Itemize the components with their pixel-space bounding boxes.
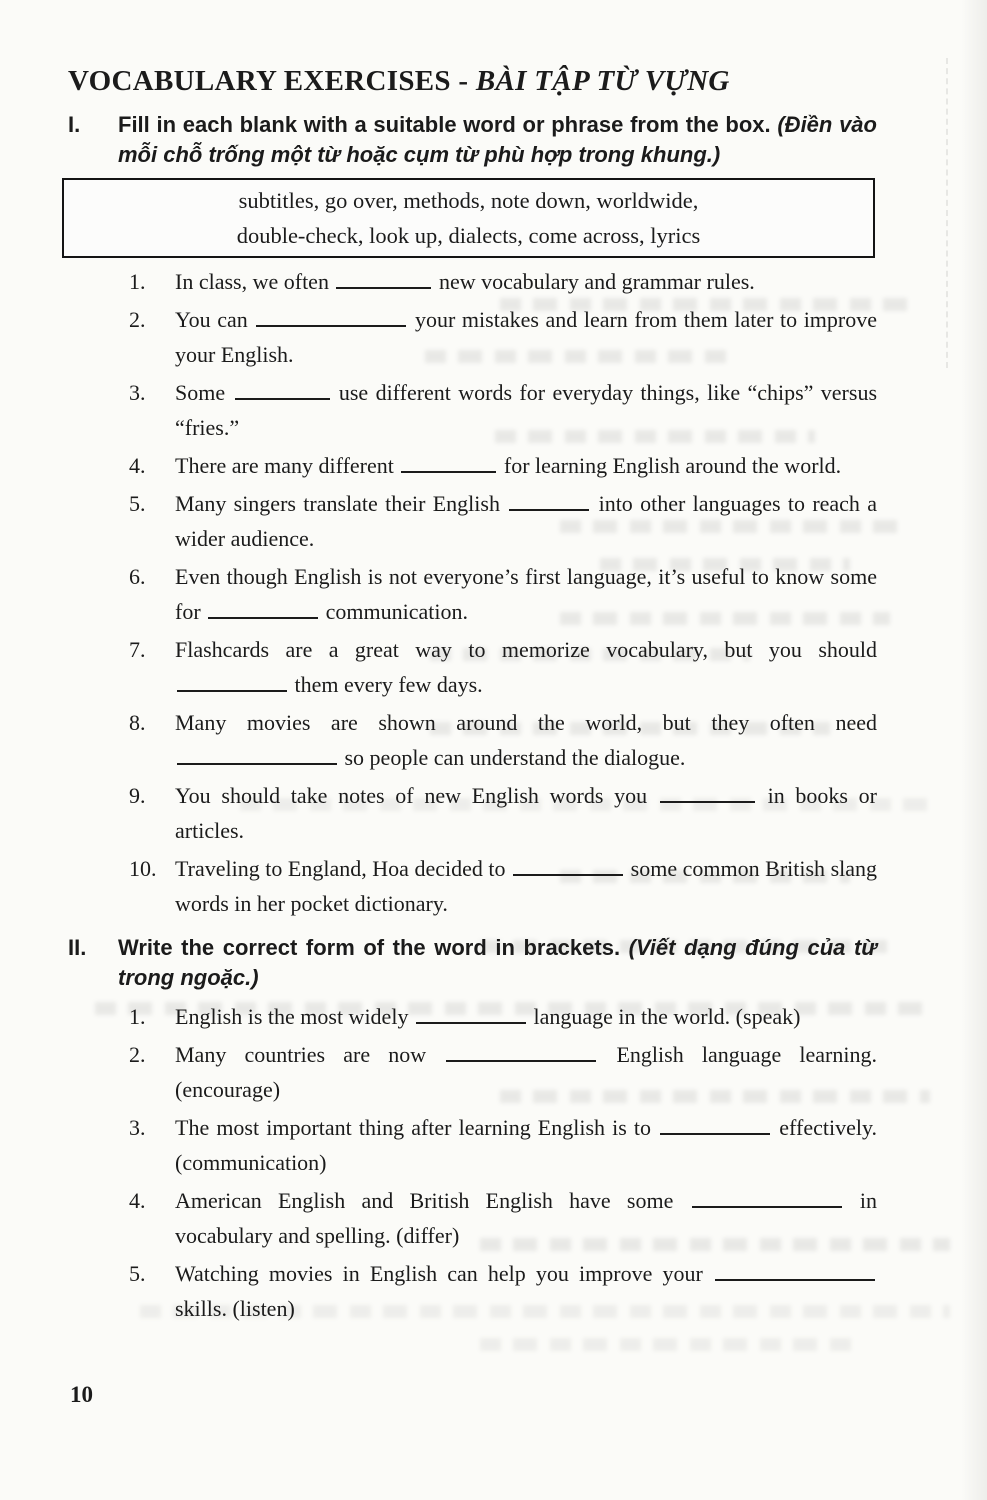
item-text-pre: Some xyxy=(175,380,226,405)
item-number: 4. xyxy=(129,453,146,478)
instruction-english: Write the correct form of the word in brackets. xyxy=(118,935,621,960)
blank-line xyxy=(401,470,496,473)
exercise-item xyxy=(129,1110,877,1180)
exercise-item xyxy=(129,302,877,372)
section-1-items xyxy=(129,264,877,921)
item-text-pre: You should take notes of new English words you xyxy=(175,783,648,808)
item-number: 6. xyxy=(129,564,146,589)
blank-line xyxy=(509,508,589,511)
item-text-pre: Watching movies in English can help you improve your xyxy=(175,1261,703,1286)
item-text-pre: In class, we often xyxy=(175,269,329,294)
exercise-item xyxy=(129,448,877,483)
exercise-item xyxy=(129,999,877,1034)
page-title-vietnamese: BÀI TẬP TỪ VỰNG xyxy=(475,65,730,97)
item-text-pre: Many movies are shown around the world, but they often need xyxy=(175,710,877,735)
item-text-post: in books or articles. xyxy=(175,783,878,843)
item-number: 7. xyxy=(129,637,146,662)
item-number: 1. xyxy=(129,269,146,294)
word-box xyxy=(62,178,875,258)
blank-line xyxy=(715,1278,875,1281)
item-text-pre: American English and British English have some xyxy=(175,1188,674,1213)
item-number: 3. xyxy=(129,380,146,405)
item-text-post: into other languages to reach a wider audience. xyxy=(175,491,878,551)
section-1-heading xyxy=(68,110,877,170)
item-number: 3. xyxy=(129,1115,146,1140)
blank-line xyxy=(336,286,431,289)
item-text-post: for learning English around the world. xyxy=(503,453,842,478)
blank-line xyxy=(256,324,406,327)
blank-line xyxy=(660,1132,770,1135)
blank-line xyxy=(208,616,318,619)
item-text-pre: You can xyxy=(175,307,248,332)
page-title-english: VOCABULARY EXERCISES - xyxy=(68,65,476,97)
exercise-item xyxy=(129,1256,877,1326)
item-text-pre: Even though English is not everyone’s first language, it’s useful to know some for xyxy=(175,564,877,624)
item-text-post: use different words for everyday things, like “chips” versus “fries.” xyxy=(175,380,878,440)
item-text-post: them every few days. xyxy=(294,672,483,697)
instruction-vietnamese: (Viết dạng đúng của từ trong ngoặc.) xyxy=(118,935,877,990)
item-text-post: language in the world. (speak) xyxy=(533,1004,801,1029)
item-text-post: communication. xyxy=(325,599,469,624)
exercise-item xyxy=(129,264,877,299)
item-text-pre: The most important thing after learning English is to xyxy=(175,1115,652,1140)
item-number: 2. xyxy=(129,1042,146,1067)
exercise-item xyxy=(129,851,877,921)
item-text-pre: Many countries are now xyxy=(175,1042,427,1067)
blank-line xyxy=(177,762,337,765)
scan-edge-shadow xyxy=(961,0,987,1500)
page-title xyxy=(68,64,932,98)
item-text-post: new vocabulary and grammar rules. xyxy=(438,269,755,294)
item-number: 5. xyxy=(129,491,146,516)
blank-line xyxy=(177,689,287,692)
exercise-item xyxy=(129,486,877,556)
exercise-item xyxy=(129,375,877,445)
bleed-through-artifact xyxy=(480,1338,860,1351)
instruction-vietnamese: (Điền vào mỗi chỗ trống một từ hoặc cụm từ phù hợp trong khung.) xyxy=(118,112,877,167)
item-number: 1. xyxy=(129,1004,146,1029)
exercise-item xyxy=(129,778,877,848)
item-text-post: effectively. (communication) xyxy=(175,1115,878,1175)
bleed-through-artifact xyxy=(946,58,948,368)
page-number: 10 xyxy=(70,1382,93,1407)
blank-line xyxy=(416,1021,526,1024)
section-numeral: I. xyxy=(68,112,81,137)
section-2-heading xyxy=(68,933,877,993)
word-box-line: double-check, look up, dialects, come across, lyrics xyxy=(236,223,701,248)
item-text-post: so people can understand the dialogue. xyxy=(344,745,686,770)
exercise-item xyxy=(129,1183,877,1253)
exercise-item xyxy=(129,705,877,775)
word-box-line: subtitles, go over, methods, note down, worldwide, xyxy=(238,188,699,213)
blank-line xyxy=(235,397,330,400)
exercise-item xyxy=(129,1037,877,1107)
item-text-post: English language learning. (encourage) xyxy=(175,1042,877,1102)
blank-line xyxy=(446,1059,596,1062)
blank-line xyxy=(692,1205,842,1208)
blank-line xyxy=(660,800,755,803)
item-number: 4. xyxy=(129,1188,146,1213)
item-text-pre: Many singers translate their English xyxy=(175,491,500,516)
item-text-post: your mistakes and learn from them later to improve your English. xyxy=(175,307,878,367)
item-number: 2. xyxy=(129,307,146,332)
item-text-post: some common British slang words in her pocket dictionary. xyxy=(175,856,878,916)
item-text-pre: There are many different xyxy=(175,453,394,478)
section-2-items xyxy=(129,999,877,1326)
item-number: 8. xyxy=(129,710,146,735)
item-text-pre: Flashcards are a great way to memorize vocabulary, but you should xyxy=(175,637,877,662)
item-text-pre: English is the most widely xyxy=(175,1004,409,1029)
blank-line xyxy=(513,873,623,876)
item-number: 5. xyxy=(129,1261,146,1286)
item-number: 9. xyxy=(129,783,146,808)
section-numeral: II. xyxy=(68,935,87,960)
exercise-item xyxy=(129,559,877,629)
item-text-pre: Traveling to England, Hoa decided to xyxy=(175,856,506,881)
item-text-post: in vocabulary and spelling. (differ) xyxy=(175,1188,878,1248)
exercise-item xyxy=(129,632,877,702)
item-text-post: skills. (listen) xyxy=(175,1296,295,1321)
instruction-english: Fill in each blank with a suitable word or phrase from the box. xyxy=(118,112,771,137)
item-number: 10. xyxy=(129,856,157,881)
